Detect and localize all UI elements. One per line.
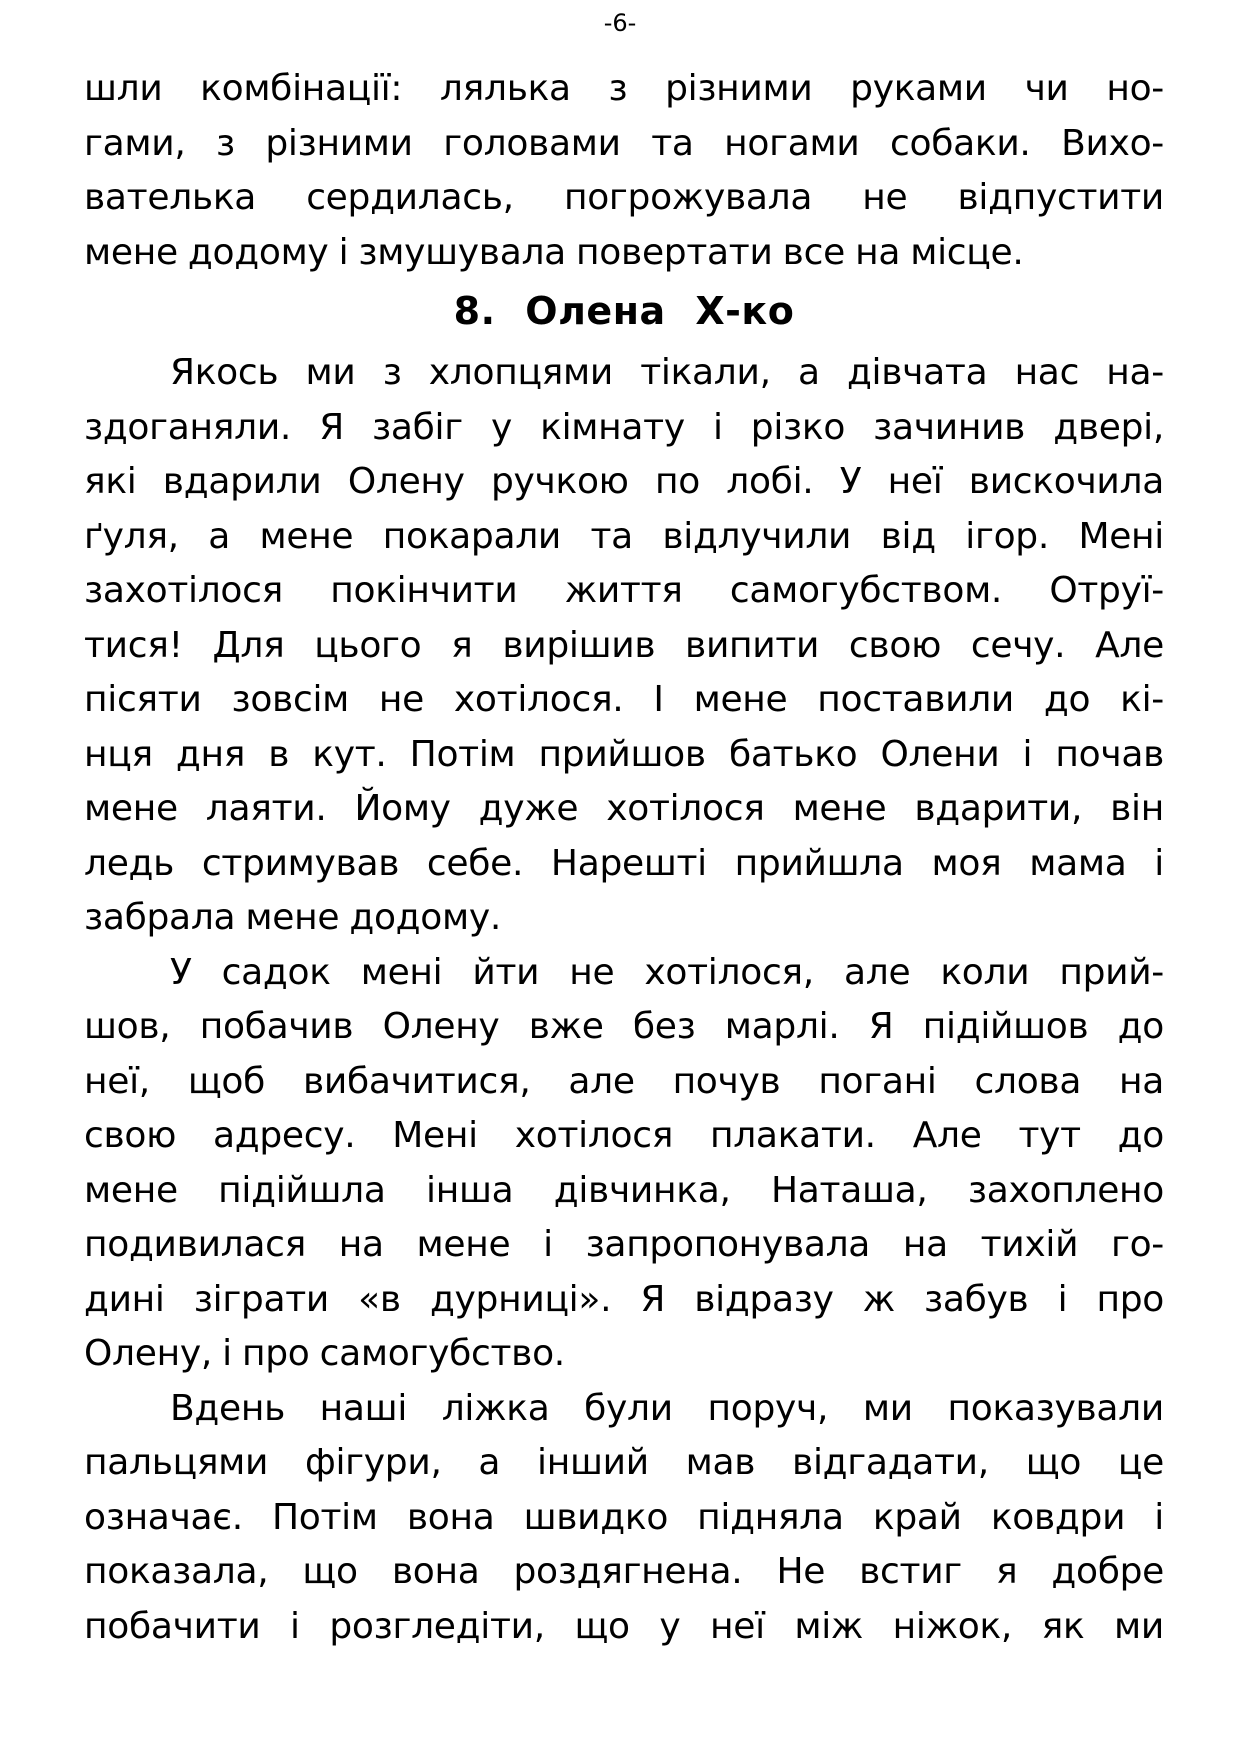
section-title: Олена Х-ко — [525, 289, 795, 333]
text-line: ледь стримував себе. Нарешті прийшла моя мама і — [84, 842, 1164, 884]
text-line: мене додому і змушувала повертати все на місце. — [84, 231, 1024, 273]
text-line: пальцями фігури, а інший мав відгадати, що це — [84, 1442, 1164, 1483]
text-line: вателька сердилась, погрожувала не відпустити — [84, 177, 1164, 218]
text-line: побачити і розгледіти, що у неї між ніжок, як ми — [84, 1605, 1164, 1647]
text-line: свою адресу. Мені хотілося плакати. Але тут до — [84, 1115, 1164, 1156]
section-number: 8. — [453, 289, 496, 333]
text-line: У садок мені йти не хотілося, але коли прий- — [170, 951, 1164, 993]
text-line: показала, що вона роздягнена. Не встиг я добре — [84, 1551, 1164, 1592]
text-line: шов, побачив Олену вже без марлі. Я підійшов до — [84, 1006, 1164, 1047]
text-line: Якось ми з хлопцями тікали, а дівчата нас на- — [170, 352, 1164, 393]
paragraph — [84, 946, 1164, 1382]
text-line: здоганяли. Я забіг у кімнату і різко зачинив двері, — [84, 406, 1164, 448]
text-line: пісяти зовсім не хотілося. І мене поставили до кі- — [84, 679, 1164, 720]
text-line: нця дня в кут. Потім прийшов батько Олени і почав — [84, 733, 1164, 775]
text-line: тися! Для цього я вирішив випити свою сечу. Але — [84, 624, 1164, 666]
text-line: ґуля, а мене покарали та відлучили від ігор. Мені — [84, 515, 1164, 557]
text-line: неї, щоб вибачитися, але почув погані слова на — [84, 1060, 1164, 1102]
paragraph — [84, 62, 1164, 280]
text-line: Олену, і про самогубство. — [84, 1333, 565, 1374]
text-line: Вдень наші ліжка були поруч, ми показували — [170, 1387, 1164, 1429]
text-line: захотілося покінчити життя самогубством. Отруї- — [84, 570, 1164, 611]
text-line: гами, з різними головами та ногами собаки. Вихо- — [84, 122, 1164, 164]
paragraph — [84, 346, 1164, 946]
page-number: -6- — [603, 9, 637, 37]
section-heading — [84, 280, 1164, 342]
text-line: мене лаяти. Йому дуже хотілося мене вдарити, він — [84, 788, 1164, 829]
text-line: шли комбінації: лялька з різними руками чи но- — [84, 68, 1164, 109]
text-line: подивилася на мене і запропонувала на тихій го- — [84, 1224, 1164, 1265]
text-line: мене підійшла інша дівчинка, Наташа, захоплено — [84, 1169, 1164, 1211]
document-body — [84, 62, 1164, 1654]
paragraph — [84, 1382, 1164, 1655]
text-line: означає. Потім вона швидко підняла край ковдри і — [84, 1496, 1164, 1538]
text-line: дині зіграти «в дурниці». Я відразу ж забув і про — [84, 1278, 1164, 1320]
text-line: які вдарили Олену ручкою по лобі. У неї вискочила — [84, 461, 1164, 502]
text-line: забрала мене додому. — [84, 897, 502, 938]
